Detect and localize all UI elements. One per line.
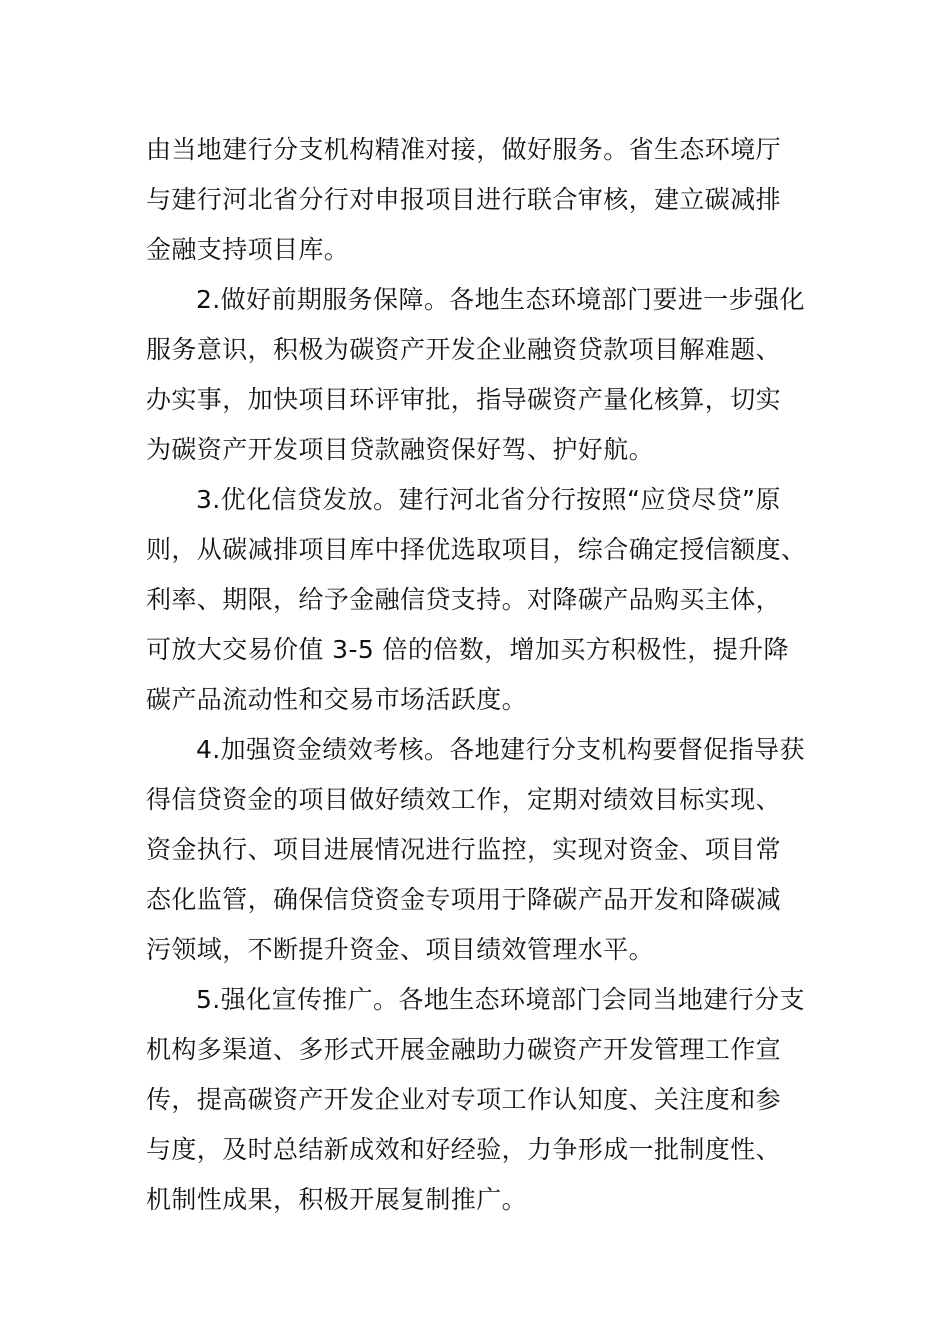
text-line: 态化监管，确保信贷资金专项用于降碳产品开发和降碳减 [146, 885, 782, 914]
text-line: 可放大交易价值 3-5 倍的倍数，增加买方积极性，提升降 [146, 635, 789, 664]
paragraph-2-first-line: 2.做好前期服务保障。各地生态环境部门要进一步强化 [196, 285, 805, 314]
text-line: 由当地建行分支机构精准对接，做好服务。省生态环境厅 [146, 135, 782, 164]
text-line: 金融支持项目库。 [146, 235, 350, 264]
text-line: 服务意识，积极为碳资产开发企业融资贷款项目解难题、 [146, 335, 782, 364]
text-line: 碳产品流动性和交易市场活跃度。 [146, 685, 528, 714]
text-line: 办实事，加快项目环评审批，指导碳资产量化核算，切实 [146, 385, 782, 414]
paragraph-4-first-line: 4.加强资金绩效考核。各地建行分支机构要督促指导获 [196, 735, 805, 764]
paragraph-5-first-line: 5.强化宣传推广。各地生态环境部门会同当地建行分支 [196, 985, 805, 1014]
text-line: 与建行河北省分行对申报项目进行联合审核，建立碳减排 [146, 185, 782, 214]
text-line: 资金执行、项目进展情况进行监控，实现对资金、项目常 [146, 835, 782, 864]
text-line: 利率、期限，给予金融信贷支持。对降碳产品购买主体， [146, 585, 782, 614]
text-line: 则，从碳减排项目库中择优选取项目，综合确定授信额度、 [146, 535, 807, 564]
text-line: 机构多渠道、多形式开展金融助力碳资产开发管理工作宣 [146, 1035, 782, 1064]
text-line: 污领域，不断提升资金、项目绩效管理水平。 [146, 935, 655, 964]
text-line: 得信贷资金的项目做好绩效工作，定期对绩效目标实现、 [146, 785, 782, 814]
text-line: 机制性成果，积极开展复制推广。 [146, 1185, 528, 1214]
text-line: 与度，及时总结新成效和好经验，力争形成一批制度性、 [146, 1135, 782, 1164]
paragraph-3-first-line: 3.优化信贷发放。建行河北省分行按照“应贷尽贷”原 [196, 485, 781, 514]
text-line: 传，提高碳资产开发企业对专项工作认知度、关注度和参 [146, 1085, 782, 1114]
text-line: 为碳资产开发项目贷款融资保好驾、护好航。 [146, 435, 655, 464]
